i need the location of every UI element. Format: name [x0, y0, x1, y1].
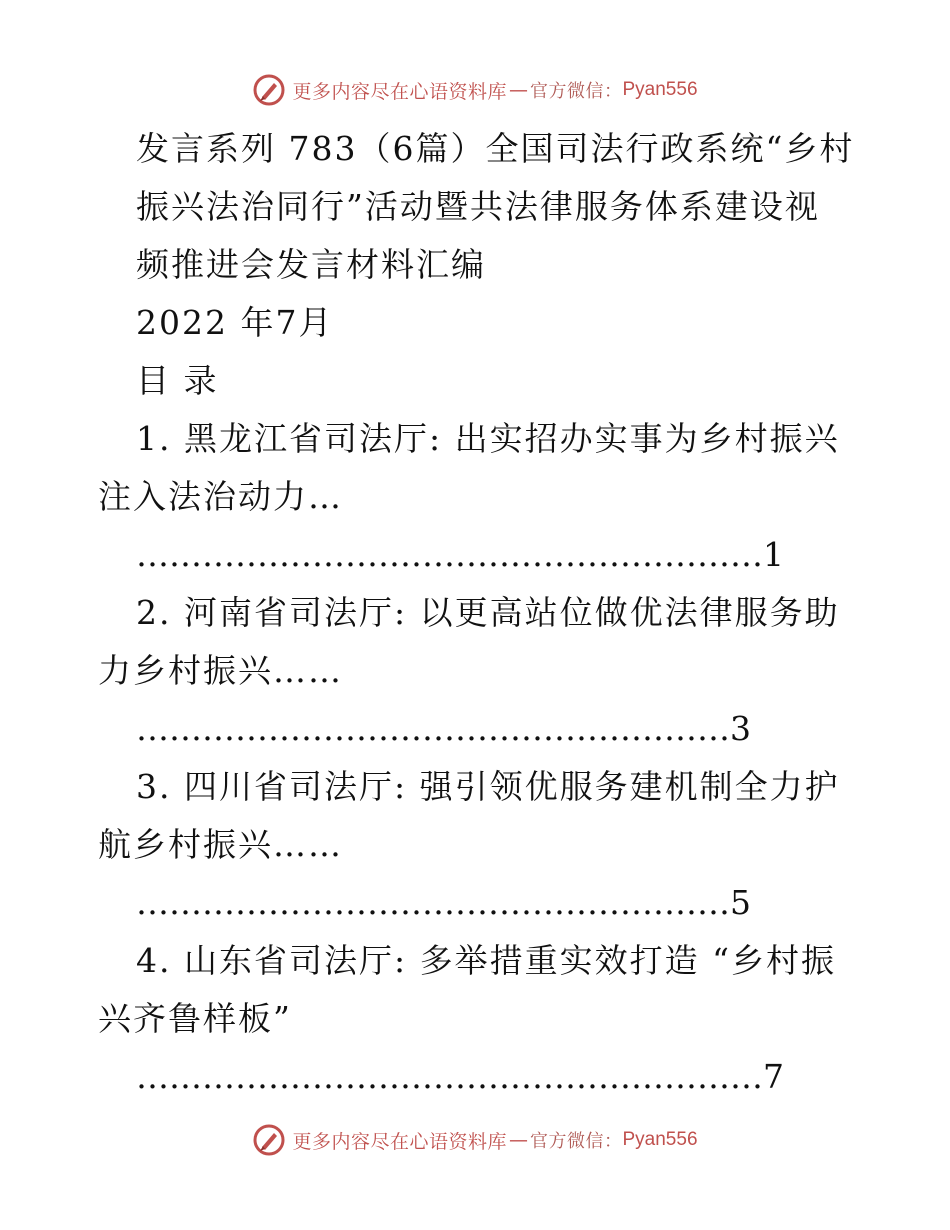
toc-entry-title-cont: 兴齐鲁样板” [98, 999, 292, 1038]
toc-entry-1 [98, 410, 858, 584]
toc-entry-leader: ………………………………………………3 [136, 709, 751, 748]
watermark-account: Pyan556 [622, 1129, 698, 1150]
document-body [98, 120, 858, 1106]
toc-entry-title-cont: 注入法治动力… [98, 477, 343, 516]
watermark-separator: — [509, 79, 528, 101]
toc-entry-title: 3. 四川省司法厅: 强引领优服务建机制全力护 [136, 767, 840, 806]
doc-title-line-2: 振兴法治同行”活动暨共法律服务体系建设视 [136, 187, 820, 226]
watermark-banner-top [0, 70, 950, 110]
watermark-separator: — [509, 1129, 528, 1151]
watermark-text: 更多内容尽在心语资料库 [292, 1130, 507, 1153]
toc-entry-title: 1. 黑龙江省司法厅: 出实招办实事为乡村振兴 [136, 419, 840, 458]
toc-entry-title: 4. 山东省司法厅: 多举措重实效打造 “乡村振 [136, 941, 836, 980]
doc-title-line-1: 发言系列 783（6篇）全国司法行政系统“乡村 [136, 129, 855, 168]
toc-entry-title-cont: 力乡村振兴…… [98, 651, 343, 690]
toc-entry-2 [98, 584, 858, 758]
watermark-account: Pyan556 [622, 79, 698, 100]
pen-logo-icon [252, 1123, 286, 1157]
watermark-label: 官方微信： [530, 81, 623, 102]
toc-entry-3 [98, 758, 858, 932]
toc-entry-leader: ………………………………………………5 [136, 883, 751, 922]
pen-logo-icon [252, 73, 286, 107]
doc-date: 2022 年7月 [136, 303, 334, 342]
toc-entry-4 [98, 932, 858, 1106]
toc-entry-leader: …………………………………………………1 [136, 535, 784, 574]
watermark-text: 更多内容尽在心语资料库 [292, 80, 507, 103]
watermark-banner-bottom [0, 1120, 950, 1160]
doc-title-line-3: 频推进会发言材料汇编 [136, 245, 486, 284]
toc-entry-title-cont: 航乡村振兴…… [98, 825, 343, 864]
watermark-label: 官方微信： [530, 1131, 623, 1152]
toc-entry-leader: …………………………………………………7 [136, 1057, 784, 1096]
toc-entry-title: 2. 河南省司法厅: 以更高站位做优法律服务助 [136, 593, 840, 632]
toc-heading: 目 录 [136, 361, 219, 400]
